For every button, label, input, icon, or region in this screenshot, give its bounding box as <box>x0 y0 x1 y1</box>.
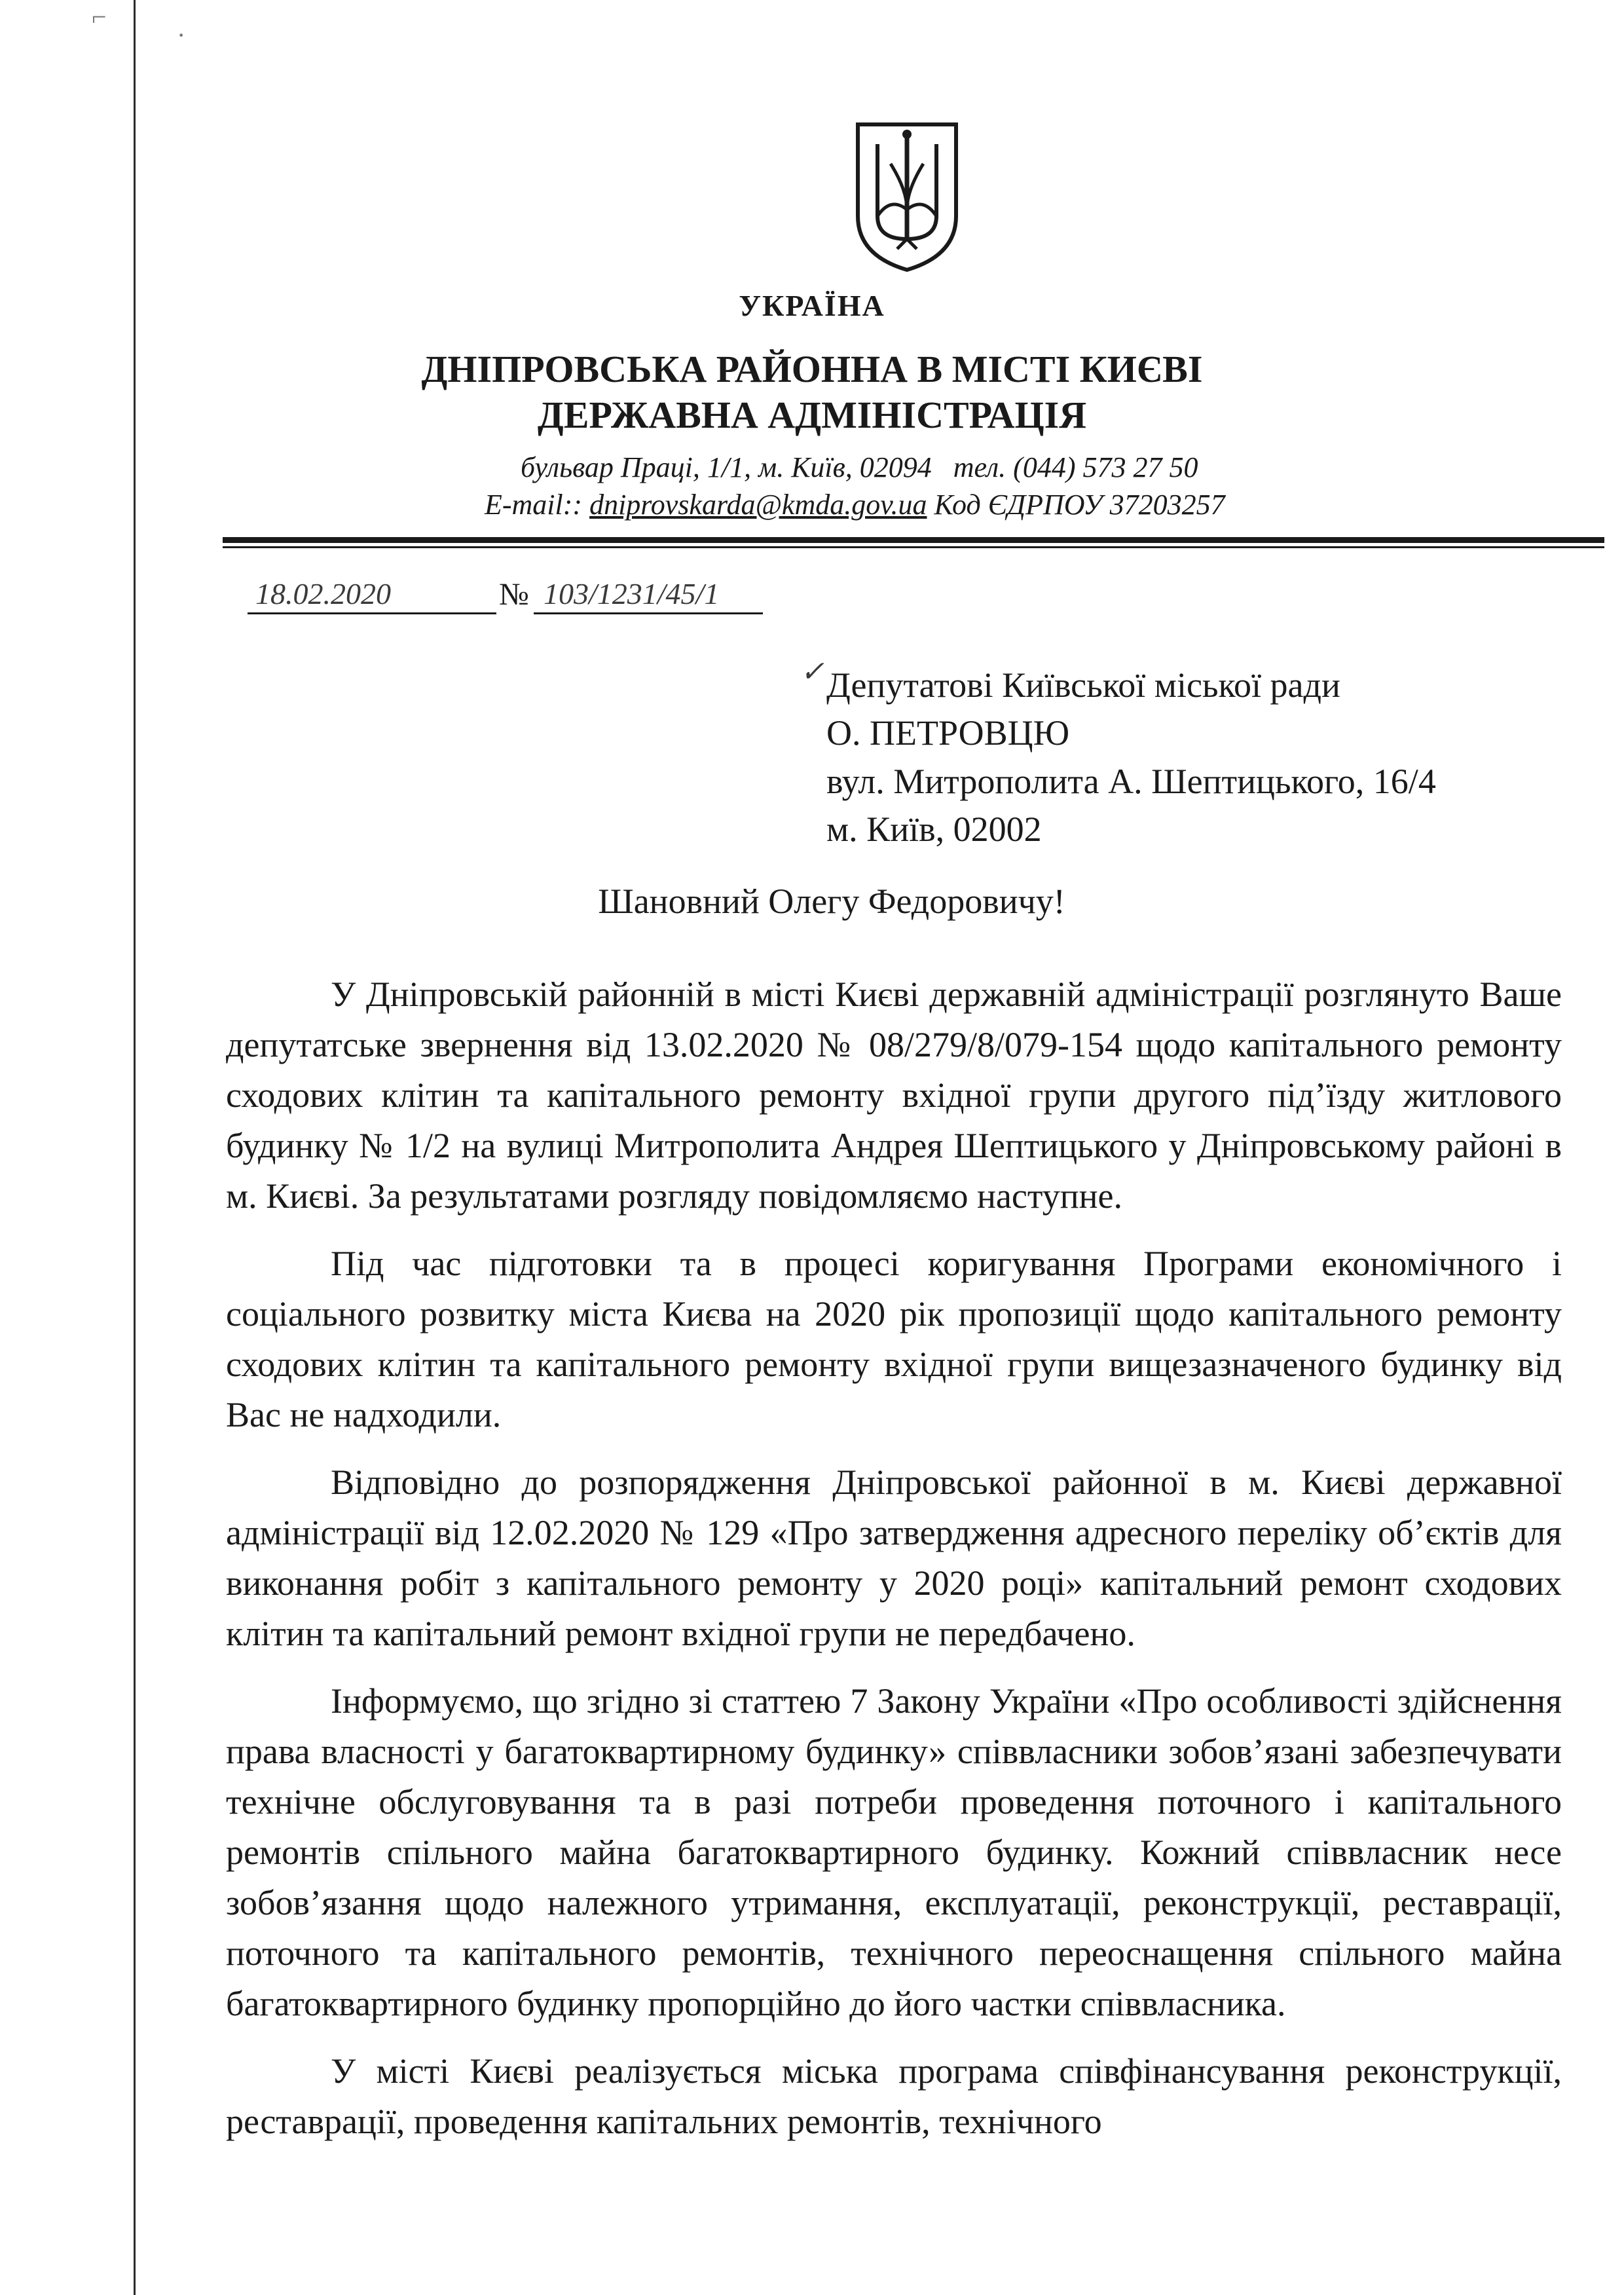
addressee-city: м. Київ, 02002 <box>826 810 1042 849</box>
coat-of-arms-emblem <box>851 118 963 275</box>
addressee-name: О. ПЕТРОВЦЮ <box>826 713 1070 753</box>
body-paragraph: Під час підготовки та в процесі коригування Програми економічного і соціального розвитку міста Києва на 2020 рік пропозиції щодо капітального ремонту сходових клітин та капітального ремонту вхідної групи вищезазначеного будинку від Вас не надходили. <box>226 1244 1562 1434</box>
email-label: E-mail:: <box>485 489 583 521</box>
body-paragraph: Інформуємо, що згідно зі статтею 7 Закону України «Про особливості здійснення права власності у багатоквартирному будинку» співвласники зобов’язані забезпечувати технічне обслуговування та в разі потреби проведення поточного і капітального ремонтів спільного майна багатоквартирного будинку. Кожний співвласник несе зобов’язання щодо належного утримання, експлуатації, реконструкції, реставрації, поточного та капітального ремонтів, технічного переоснащення спільного майна багатоквартирного будинку пропорційно до його частки співвласника. <box>226 1681 1562 2023</box>
check-mark: ✓ <box>800 656 824 688</box>
edrpou-code: Код ЄДРПОУ 37203257 <box>934 489 1225 521</box>
registration-number-label: № <box>499 577 529 612</box>
salutation: Шановний Олегу Федоровичу! <box>598 882 1065 921</box>
date-underline <box>248 612 496 614</box>
addressee-block <box>826 662 1436 854</box>
letter-body <box>226 969 1562 2164</box>
registration-date-handwritten: 18.02.2020 <box>255 577 391 610</box>
body-paragraph: У Дніпровській районній в місті Києві державній адміністрації розглянуто Ваше депутатське звернення від 13.02.2020 № 08/279/8/079-154 щодо капітального ремонту сходових клітин та капітального ремонту вхідної групи другого під’їзду житлового будинку № 1/2 на вулиці Митрополита Андрея Шептицького у Дніпровському районі в м. Києві. За результатами розгляду повідомляємо наступне. <box>226 975 1562 1216</box>
addressee-street: вул. Митрополита А. Шептицького, 16/4 <box>826 761 1436 801</box>
addressee-title: Депутатові Київської міської ради <box>826 665 1340 705</box>
email-link[interactable]: dniprovskarda@kmda.gov.ua <box>589 489 927 521</box>
header-divider-thick <box>223 537 1604 543</box>
phone-number: тел. (044) 573 27 50 <box>953 451 1198 483</box>
scan-mark: · <box>177 20 186 50</box>
email-line <box>485 488 1225 521</box>
registration-number-handwritten: 103/1231/45/1 <box>544 577 720 610</box>
organization-name-line1: ДНІПРОВСЬКА РАЙОННА В МІСТІ КИЄВІ <box>421 348 1203 390</box>
organization-name-line2: ДЕРЖАВНА АДМІНІСТРАЦІЯ <box>537 394 1087 436</box>
country-heading: УКРАЇНА <box>739 289 885 322</box>
postal-address-line <box>521 451 1198 484</box>
left-margin-line <box>134 0 136 2295</box>
number-underline <box>534 612 763 614</box>
body-paragraph: Відповідно до розпорядження Дніпровської районної в м. Києві державної адміністрації від 12.02.2020 № 129 «Про затвердження адресного переліку об’єктів для виконання робіт з капітального ремонту у 2020 році» капітальний ремонт сходових клітин та капітальний ремонт вхідної групи не передбачено. <box>226 1463 1562 1653</box>
scan-mark: ⌐ <box>92 2 107 31</box>
body-paragraph: У місті Києві реалізується міська програма співфінансування реконструкції, реставрації, проведення капітальних ремонтів, технічного <box>226 2051 1562 2141</box>
header-divider-thin <box>223 546 1604 548</box>
postal-address: бульвар Праці, 1/1, м. Київ, 02094 <box>521 451 932 483</box>
